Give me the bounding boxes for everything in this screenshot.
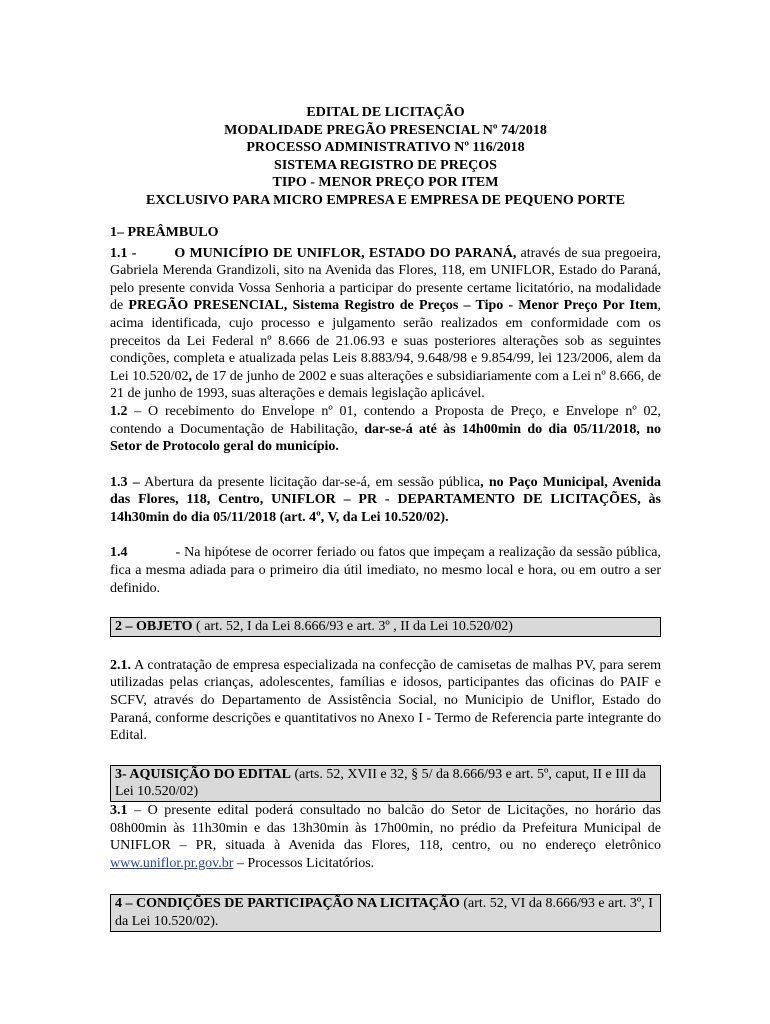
bold-text: dar-se-á até às 14h00min do dia 05/11/2018, no Setor de Protocolo geral do município. bbox=[110, 421, 662, 455]
paragraph-2-1 bbox=[110, 657, 661, 745]
section-4-header bbox=[110, 894, 661, 931]
title-exclusivo: EXCLUSIVO PARA MICRO EMPRESA E EMPRESA DE PEQUENO PORTE bbox=[146, 192, 625, 208]
title-tipo: TIPO - MENOR PREÇO POR ITEM bbox=[272, 175, 499, 191]
paragraph-1-1 bbox=[110, 245, 661, 403]
section-2-reference: ( art. 52, I da Lei 8.666/93 e art. 3º , II da Lei 10.520/02) bbox=[192, 619, 513, 635]
text-run: – O presente edital poderá consultado no balcão do Setor de Licitações, no horário das 08h00min às 11h30min e das 13h30min às 17h00min, no prédio da Prefeitura Municipal de UNIFLOR – PR, situada à Avenida das Flores, 118, centro, ou no endereço eletrônico bbox=[110, 803, 661, 854]
section-2-header bbox=[110, 617, 661, 637]
text-run: Abertura da presente licitação dar-se-á, em sessão pública bbox=[139, 474, 481, 490]
paragraph-1-4 bbox=[110, 544, 661, 597]
paragraph-number: 1.1 - bbox=[110, 245, 137, 261]
text-run: , acima identificada, cujo processo e julgamento serão realizados em conformidade com os preceitos da Lei Federal nº 8.666 de 21.06.93 e suas posteriores alterações sob as seguintes condições, completa e atualizada pelas Leis 8.883/94, 9.648/98 e 9.854/99, lei 123/2006, alem da Lei 10.520/02 bbox=[110, 298, 661, 384]
text-run: – Processos Licitatórios. bbox=[233, 855, 375, 871]
text-run: - Na hipótese de ocorrer feriado ou fatos que impeçam a realização da sessão pública, fica a mesma adiada para o primeiro dia útil imediato, no mesmo local e hora, ou em outro a ser definido. bbox=[110, 545, 661, 596]
paragraph-number: 3.1 bbox=[110, 803, 128, 818]
paragraph-number: 1.4 bbox=[110, 545, 128, 561]
paragraph-number: 1.3 – bbox=[110, 474, 140, 490]
document-page bbox=[110, 0, 661, 932]
section-3-title: 3- AQUISIÇÃO DO EDITAL bbox=[115, 766, 291, 782]
title-processo: PROCESSO ADMINISTRATIVO Nº 116/2018 bbox=[246, 140, 525, 156]
title-edital: EDITAL DE LICITAÇÃO bbox=[306, 105, 465, 120]
text-run: de 17 de junho de 2002 e suas alterações e subsidiariamente com a Lei nº 8.666, de 21 de junho de 1993, suas alterações e demais legislação aplicável. bbox=[110, 368, 661, 402]
website-link[interactable]: www.uniflor.pr.gov.br bbox=[110, 855, 234, 871]
section-1-title: 1– PREÂMBULO bbox=[110, 224, 219, 240]
bold-text: , no Paço Municipal, Avenida das Flores, 118, Centro, UNIFLOR – PR - DEPARTAMENTO DE LICITAÇÕES, às 14h30min do dia 05/11/2018 (art. 4º, V, da Lei 10.520/02). bbox=[110, 474, 662, 525]
text-run: através de sua pregoeira, Gabriela Merenda Grandizoli, sito na Avenida das Flores, 118, em UNIFLOR, Estado do Paraná, pelo presente convida Vossa Senhoria a participar do presente certame licitatório, na modalidade de bbox=[110, 245, 661, 314]
paragraph-1-2 bbox=[110, 403, 661, 456]
text-run: – O recebimento do Envelope nº 01, contendo a Proposta de Preço, e Envelope nº 02, contendo a Documentação de Habilitação, bbox=[110, 403, 661, 437]
section-3-header bbox=[110, 765, 661, 802]
paragraph-1-3 bbox=[110, 474, 661, 527]
paragraph-number: 1.2 bbox=[110, 403, 128, 419]
paragraph-3-1 bbox=[110, 802, 661, 872]
paragraph-number: 2.1. bbox=[110, 657, 131, 673]
title-modalidade: MODALIDADE PREGÃO PRESENCIAL Nº 74/2018 bbox=[224, 122, 547, 138]
bold-text: , bbox=[188, 368, 193, 384]
text-run: A contratação de empresa especializada na confecção de camisetas de malhas PV, para serem utilizadas pelas crianças, adolescentes, famílias e idosos, participantes das oficinas do PAIF e SCFV, através do Departamento de Assistência Social, no Municipio de Uniflor, Estado do Paraná, conforme descrições e quantitativos no Anexo I - Termo de Referencia parte integrante do Edital. bbox=[110, 657, 661, 744]
title-sistema: SISTEMA REGISTRO DE PREÇOS bbox=[274, 157, 497, 173]
bold-text: PREGÃO PRESENCIAL, Sistema Registro de Preços – Tipo - Menor Preço Por Item bbox=[128, 298, 658, 314]
section-2-title: 2 – OBJETO bbox=[115, 619, 193, 635]
bold-text: O MUNICÍPIO DE UNIFLOR, ESTADO DO PARANÁ, bbox=[174, 245, 517, 261]
section-4-reference: (art. 52, VI da 8.666/93 e art. 3º, I da Lei 10.520/02). bbox=[115, 896, 653, 929]
section-3-reference: (arts. 52, XVII e 32, § 5/ da 8.666/93 e art. 5º, caput, II e III da Lei 10.520/02) bbox=[115, 766, 646, 800]
section-4-title: 4 – CONDIÇÕES DE PARTICIPAÇÃO NA LICITAÇÃO bbox=[115, 896, 460, 912]
